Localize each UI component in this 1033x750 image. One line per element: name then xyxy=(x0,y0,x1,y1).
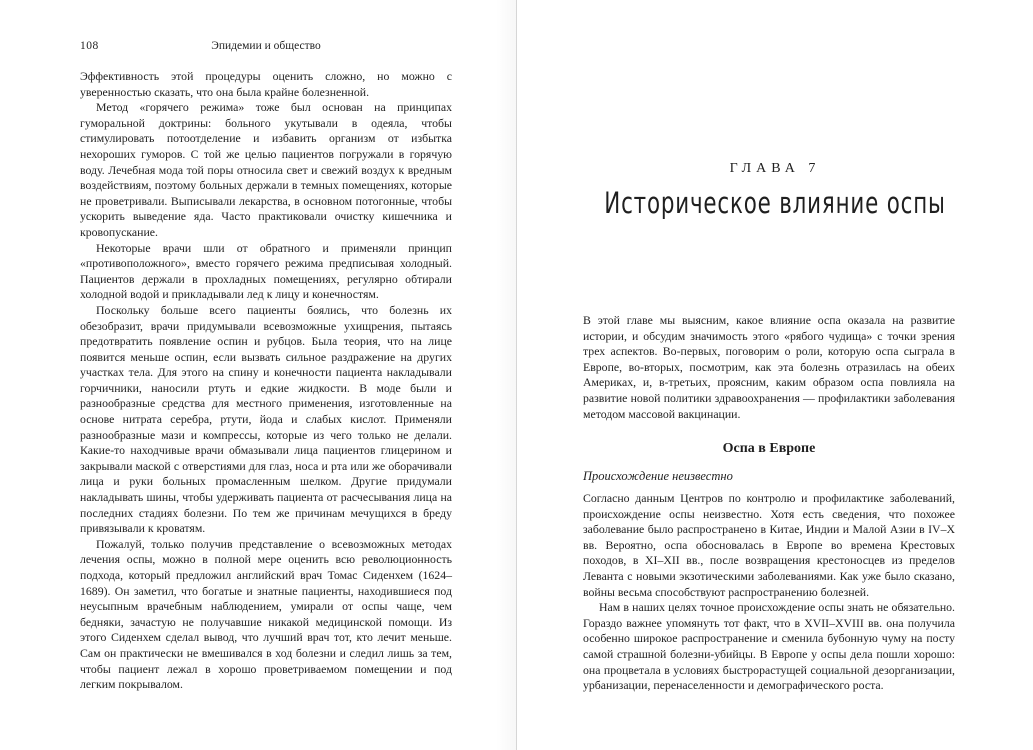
paragraph: Пожалуй, только получив представление о всевозможных методах лечения оспы, можно в полной мере оценить всю революционность подхода, который предложил английский врач Томас Сиденхем (1624–1689). Он заметил, что богатые и знатные пациенты, находившиеся под неусыпным врачебным наблюдением, умирали от оспы чаще, чем бедняки, зачастую не получавшие никакой медицинской помощи. Из этого Сиденхем сделал вывод, что лучший врач тот, кто лечит меньше. Сам он практически не вмешивался в ход болезни и следил лишь за тем, чтобы пациент лежал в хорошо проветриваемом помещении и под легким покрывалом. xyxy=(80,536,452,692)
paragraph: Метод «горячего режима» тоже был основан на принципах гуморальной доктрины: больного укутывали в одеяла, чтобы стимулировать потоотделение и избавить организм от избытка нехороших гуморов. С той же целью пациентов погружали в горячую воду. Лечебная мода той поры относила свет и свежий воздух к вредным воздействиям, поэтому больных держали в темных помещениях, которые не проветривали. Выписывали лекарства, в основном потогонные, чтобы ускорить выведение яда. Часто практиковали очистку кишечника и кровопускание. xyxy=(80,100,452,239)
paragraph: Нам в наших целях точное происхождение оспы знать не обязательно. Гораздо важнее упомянуть тот факт, что в XVII–XVIII вв. она получила особенно широкое распространение и сменила бубонную чуму на посту самой страшной болезни-убийцы. В Европе у оспы дела пошли хорошо: она процветала в условиях быстрорастущей социальной дезорганизации, урбанизации, перенаселенности и демографического роста. xyxy=(583,600,955,693)
left-body-text xyxy=(80,69,452,693)
right-page xyxy=(517,0,1033,750)
chapter-intro xyxy=(583,313,955,422)
running-head-title: Эпидемии и общество xyxy=(211,40,321,52)
paragraph: Некоторые врачи шли от обратного и применяли принцип «противоположного», вместо горячего режима предписывая холодный. Пациентов держали в прохладных помещениях, регулярно обтирали холодной водой и прикладывали лед к лицу и конечностям. xyxy=(80,240,452,302)
right-body-text xyxy=(583,491,955,694)
section-heading: Оспа в Европе xyxy=(722,441,816,456)
subsection-heading: Происхождение неизвестно xyxy=(583,469,733,483)
paragraph: Поскольку больше всего пациенты боялись, что болезнь их обезобразит, врачи придумывали всевозможные ухищрения, пытаясь предотвратить появление оспин и рубцов. Была теория, что на лице появится меньше оспин, если вызвать сильное раздражение на других участках тела. Для этого на спину и конечности пациента накладывали горчичники, наносили ртуть и едкие жидкости. В моде были и разнообразные средства для местного применения, изготовленные на основе нитрата серебра, ртути, йода и слабых кислот. Применяли разнообразные мази и компрессы, которые из чего только не делали. Какие-то находчивые врачи обмазывали лица пациентов глицерином и закрывали маской с отверстиями для глаз, носа и рта или же оборачивали лица и руки больных промасленным шелком. Другие придумали накладывать шины, чтобы удерживать пациента от расчесывания лица на последних стадиях болезни. По тем же причинам мечущихся в бреду привязывали к кроватям. xyxy=(80,302,452,536)
running-header xyxy=(80,40,452,56)
paragraph: Эффективность этой процедуры оценить сложно, но можно с уверенностью сказать, что она была крайне болезненной. xyxy=(80,69,452,99)
intro-paragraph: В этой главе мы выясним, какое влияние оспа оказала на развитие истории, и обсудим значимость этого «рябого чудища» с точки зрения трех аспектов. Во-первых, поговорим о роли, которую оспа сыграла в Европе, во-вторых, посмотрим, как эта болезнь отразилась на обеих Америках, и, в-третьих, проясним, каким образом оспа повлияла на развитие новой политики здравоохранения — профилактики заболевания методом массовой вакцинации. xyxy=(583,313,955,421)
gutter-shadow xyxy=(496,0,516,750)
page-number: 108 xyxy=(80,40,99,52)
paragraph: Согласно данным Центров по контролю и профилактике заболеваний, происхождение оспы неизвестно. Хотя есть сведения, что похожее заболевание было распространено в Китае, Индии и Малой Азии в IV–X вв. Вероятно, оспа обосновалась в Европе во времена Крестовых походов, в XI–XII вв., после возвращения крестоносцев из пределов Леванта с новыми экзотическими заболеваниями. Как уже было сказано, войны весьма способствуют распространению болезней. xyxy=(583,491,955,599)
chapter-title: Историческое влияние оспы xyxy=(604,186,946,220)
chapter-label: ГЛАВА 7 xyxy=(729,161,821,176)
